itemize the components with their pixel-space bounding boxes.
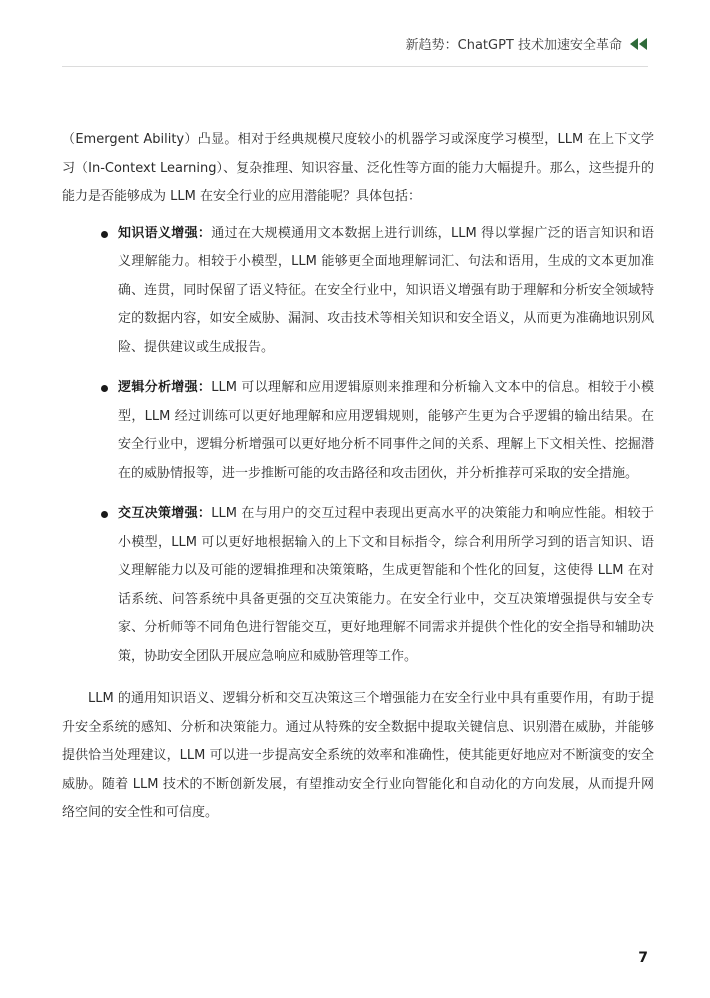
conclusion-paragraph	[62, 685, 654, 828]
list-item-text: LLM 在与用户的交互过程中表现出更高水平的决策能力和响应性能。相较于小模型，LLM 可以更好地根据输入的上下文和目标指令，综合利用所学习到的语言知识、语义理解能力以及可能的逻辑推理和决策策略，生成更智能和个性化的回复，这使得 LLM 在对话系统、问答系统中具备更强的交互决策能力。在安全行业中，交互决策增强提供与安全专家、分析师等不同角色进行智能交互，更好地理解不同需求并提供个性化的安全指导和辅助决策，协助安全团队开展应急响应和威胁管理等工作。	[118, 506, 654, 664]
header-title: 新趋势：ChatGPT 技术加速安全革命	[405, 38, 622, 53]
bullet-icon	[101, 231, 108, 238]
bullet-icon	[101, 385, 108, 392]
list-item-title: 逻辑分析增强：	[118, 380, 212, 395]
capability-list	[62, 220, 654, 672]
intro-paragraph	[62, 126, 654, 212]
list-item-knowledge-semantics	[62, 220, 654, 363]
page-body	[62, 126, 654, 828]
double-left-arrow-icon-graphic	[630, 38, 648, 50]
page-number: 7	[638, 950, 648, 966]
conclusion-text: LLM 的通用知识语义、逻辑分析和交互决策这三个增强能力在安全行业中具有重要作用，有助于提升安全系统的感知、分析和决策能力。通过从特殊的安全数据中提取关键信息、识别潜在威胁，并能够提供恰当处理建议，LLM 可以进一步提高安全系统的效率和准确性，使其能更好地应对不断演变的安全威胁。随着 LLM 技术的不断创新发展，有望推动安全行业向智能化和自动化的方向发展，从而提升网络空间的安全性和可信度。	[62, 691, 654, 820]
bullet-icon	[101, 511, 108, 518]
list-item-logical-analysis	[62, 374, 654, 488]
list-item-text: 通过在大规模通用文本数据上进行训练，LLM 得以掌握广泛的语言知识和语义理解能力。相较于小模型，LLM 能够更全面地理解词汇、句法和语用，生成的文本更加准确、连贯，同时保留了语义特征。在安全行业中，知识语义增强有助于理解和分析安全领域特定的数据内容，如安全威胁、漏洞、攻击技术等相关知识和安全语义，从而更为准确地识别风险、提供建议或生成报告。	[118, 225, 654, 355]
header-divider	[62, 66, 648, 67]
list-item-title: 知识语义增强：	[118, 225, 212, 241]
list-item-interactive-decision	[62, 500, 654, 671]
double-left-arrow-icon	[630, 38, 648, 50]
intro-text: （Emergent Ability）凸显。相对于经典规模尺度较小的机器学习或深度学习模型，LLM 在上下文学习（In-Context Learning）、复杂推理、知识容量、泛化性等方面的能力大幅提升。那么，这些提升的能力是否能够成为 LLM 在安全行业的应用潜能呢？具体包括：	[62, 132, 654, 204]
running-header	[406, 34, 648, 53]
list-item-text: LLM 可以理解和应用逻辑原则来推理和分析输入文本中的信息。相较于小模型，LLM 经过训练可以更好地理解和应用逻辑规则，能够产生更为合乎逻辑的输出结果。在安全行业中，逻辑分析增强可以更好地分析不同事件之间的关系、理解上下文相关性、挖掘潜在的威胁情报等，进一步推断可能的攻击路径和攻击团伙，并分析推荐可采取的安全措施。	[118, 380, 654, 481]
list-item-title: 交互决策增强：	[118, 506, 212, 521]
